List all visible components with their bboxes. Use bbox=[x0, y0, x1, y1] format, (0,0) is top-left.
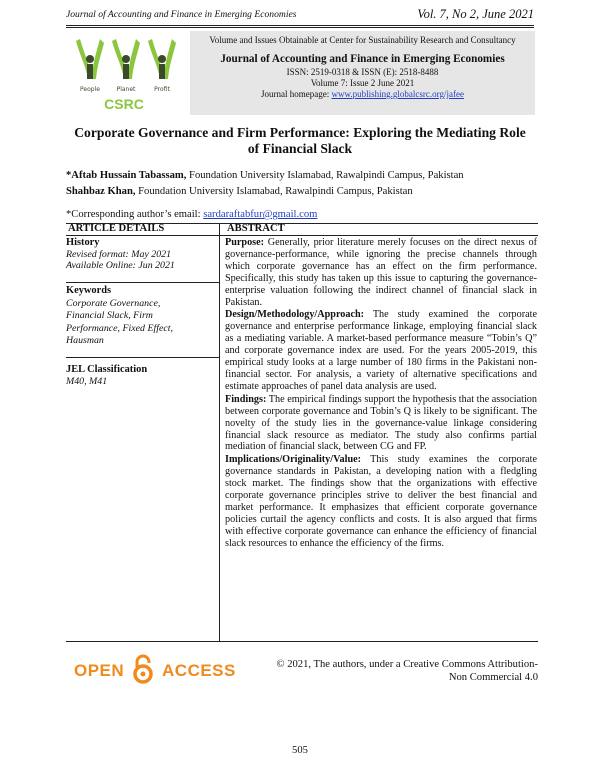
abstract-heading: ABSTRACT bbox=[227, 223, 285, 234]
journal-homepage-link[interactable]: www.publishing.globalcsrc.org/jafee bbox=[331, 89, 464, 99]
license-line-2: Non Commercial 4.0 bbox=[448, 672, 538, 683]
journal-issn: ISSN: 2519-0318 & ISSN (E): 2518-8488 bbox=[286, 67, 439, 77]
logo-caption-profit: Profit bbox=[154, 86, 170, 93]
article-title-line2: of Financial Slack bbox=[247, 141, 353, 156]
article-title bbox=[60, 125, 540, 157]
design-label: Design/Methodology/Approach: bbox=[225, 309, 365, 321]
history-label: History bbox=[66, 237, 100, 248]
logo-caption-planet: Planet bbox=[116, 86, 136, 93]
corresponding-label: *Corresponding author’s email: bbox=[66, 209, 204, 220]
history-section bbox=[66, 237, 214, 272]
journal-homepage-label: Journal homepage: bbox=[261, 89, 332, 99]
abstract-findings bbox=[225, 394, 537, 454]
page-number: 505 bbox=[292, 745, 308, 756]
abstract-design bbox=[225, 309, 537, 392]
author-2-name: Shahbaz Khan, bbox=[66, 186, 136, 197]
column-divider bbox=[219, 223, 220, 641]
table-bottom-rule bbox=[66, 641, 538, 642]
author-1 bbox=[66, 168, 464, 184]
design-text: The study examined the corporate governance and enterprise performance linkage, employing financial slack as a mediating variable. A market-based performance measure “Tobin’s Q” and corporate governance index are used. For the years 2005-2019, this empirical study looks at a large number of 180 firms in the Pakistani non-financial sector. For analysis, a variety of alternative specifications and estimate approaches of panel data analysis are used. bbox=[225, 309, 537, 392]
journal-info-title: Journal of Accounting and Finance in Emerging Economies bbox=[220, 53, 505, 65]
details-rule-2 bbox=[66, 357, 219, 358]
jel-codes: M40, M41 bbox=[66, 375, 108, 387]
keyword-line-4: Hausman bbox=[66, 335, 104, 347]
open-access-left: OPEN bbox=[74, 661, 125, 680]
findings-text: The empirical findings support the hypothesis that the association between corporate governance and Tobin’s Q is likely to be significant. The novelty of the study lies in the governance-value linkage considering financial slack resource as mediator. The study also confirms partial mediation of financial slack, between CG and FP. bbox=[225, 393, 537, 453]
journal-info-line1: Volume and Issues Obtainable at Center for Sustainability Research and Consultancy bbox=[209, 35, 516, 45]
open-access-right: ACCESS bbox=[162, 661, 236, 680]
abstract-purpose bbox=[225, 237, 537, 308]
purpose-label: Purpose: bbox=[225, 237, 265, 248]
logo-text: CSRC bbox=[104, 96, 144, 112]
abstract-body bbox=[225, 237, 537, 551]
keywords-label: Keywords bbox=[66, 285, 112, 296]
implications-label: Implications/Originality/Value: bbox=[225, 454, 362, 466]
details-rule-1 bbox=[66, 282, 219, 283]
abstract-implications bbox=[225, 454, 537, 549]
article-title-line1: Corporate Governance and Firm Performance: Exploring the Mediating Role bbox=[74, 125, 526, 140]
authors bbox=[66, 168, 464, 200]
purpose-text: Generally, prior literature merely focuses on the direct nexus of governance-performance, while ignoring the precise channels through which corporate governance has an effect on the firm performance. Specifically, this study has taken up this issue to capturing the governance-enterprise valuation following the indirect channel of financial slack in Pakistan. bbox=[225, 237, 537, 308]
csrc-logo-graphic bbox=[66, 31, 190, 115]
header-rule bbox=[66, 25, 534, 26]
keywords-section bbox=[66, 285, 214, 348]
journal-volume: Volume 7: Issue 2 June 2021 bbox=[310, 78, 415, 88]
author-1-affiliation: Foundation University Islamabad, Rawalpindi Campus, Pakistan bbox=[186, 170, 464, 181]
license-line-1: © 2021, The authors, under a Creative Commons Attribution- bbox=[276, 659, 538, 670]
logo-caption-people: People bbox=[80, 86, 100, 93]
article-details-heading: ARTICLE DETAILS bbox=[68, 223, 165, 234]
keyword-line-2: Financial Slack, Firm bbox=[66, 310, 153, 322]
revised-date: Revised format: May 2021 bbox=[66, 248, 172, 260]
open-access-logo bbox=[74, 654, 236, 684]
csrc-logo bbox=[66, 31, 190, 115]
implications-text: This study examines the corporate governance standards in Pakistan, a developing nation with a fledgling stock market. The findings show that the organizations with effective corporate governance principles strive to deliver the best financial and market performance. It emphasizes that efficient corporate governance policies curtail the agency conflicts and costs. It is also argued that firms with effective corporate governance can enhance the efficiency of financial slack resources to enhance the efficiency of the firms. bbox=[225, 454, 537, 549]
open-lock-icon bbox=[132, 654, 154, 684]
license-text bbox=[240, 658, 538, 684]
journal-homepage bbox=[190, 89, 535, 100]
jel-label: JEL Classification bbox=[66, 364, 148, 375]
findings-label: Findings: bbox=[225, 393, 267, 405]
keyword-line-3: Performance, Fixed Effect, bbox=[66, 322, 173, 334]
corresponding-author bbox=[66, 209, 317, 220]
author-2 bbox=[66, 184, 464, 200]
keyword-line-1: Corporate Governance, bbox=[66, 297, 161, 309]
available-date: Available Online: Jun 2021 bbox=[66, 260, 175, 272]
author-2-affiliation: Foundation University Islamabad, Rawalpindi Campus, Pakistan bbox=[135, 186, 413, 197]
header-rule-2 bbox=[66, 27, 534, 28]
running-volume: Vol. 7, No 2, June 2021 bbox=[417, 7, 534, 21]
author-1-name: *Aftab Hussain Tabassam, bbox=[66, 170, 187, 181]
journal-info-box bbox=[190, 31, 535, 115]
jel-section bbox=[66, 364, 214, 387]
table-header-rule bbox=[66, 235, 538, 236]
corresponding-email-link[interactable]: sardaraftabfur@gmail.com bbox=[203, 209, 318, 220]
running-journal-title: Journal of Accounting and Finance in Emerging Economies bbox=[66, 9, 297, 20]
